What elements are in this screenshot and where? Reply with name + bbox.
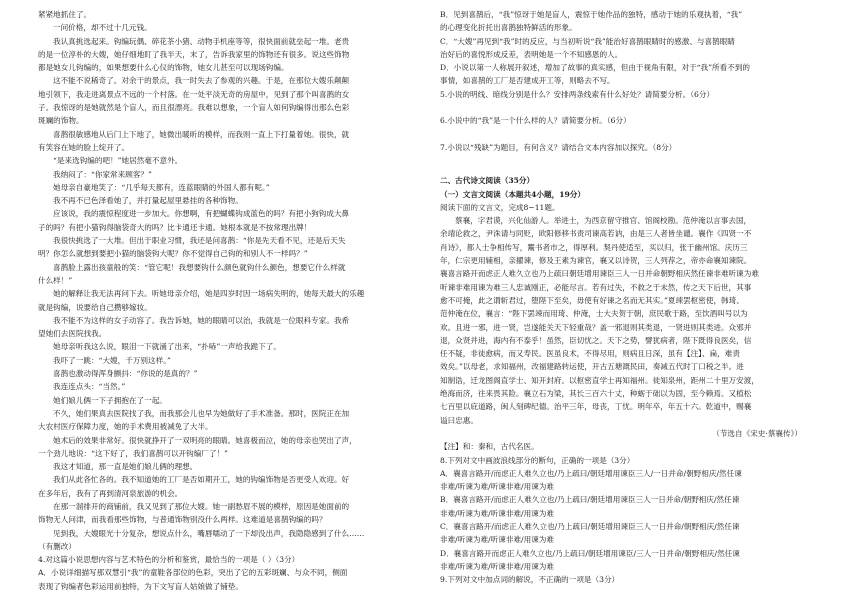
text-line: 在多年后，我有了再到清河泉旅游的机会。 [38,488,183,498]
text-line: 阅读下面的文言文，完成8~11题。 [440,202,560,212]
text-line: 我这才知道，那一直是她们娘儿俩的理想。 [53,462,198,472]
text-line: 非难/听谏为难/听谏非难/用谏为难 [440,482,554,492]
text-line: 什么样！” [38,275,73,285]
text-line: B．襄喜言路开/而虑正人难久立也/乃上疏曰/朝廷增用谏臣三人一日并命/朝野相庆/然任谏 [440,495,740,505]
source-citation: （节选自《宋史·蔡襄传》） [712,428,802,438]
text-line: 地引领下，我走进离景点不远的一个村落。在一处平淡无奇的房屋中，见到了那个叫喜鹊的女 [38,89,350,99]
text-line: 都是她女儿钩编的，如果想要什么心仪的饰物，她女儿甚至可以现场钩编。 [38,63,289,73]
text-line: 见到我，大嫂眼光十分复杂，想说点什么，嘴唇嚅动了一下却没出声，我隐隐感到了什么…… [53,528,365,538]
text-line: 表现了钩编者色彩运用前独特，为下文写盲人姑娘做了铺垫。 [38,581,244,591]
text-line: 饰物无人问津，而我看那些饰物，与普通饰物别没什么两样。这难道是喜鹊钩编的吗？ [38,515,327,525]
text-line: 非难/听谏为难/听谏非难/用谏为难 [440,535,554,545]
text-line: 子的吗？有把小猫钩得脑袋奇大的吗？比卡通还卡通。她根本就是不按常理出牌！ [38,222,312,232]
text-line: 的是一位淳朴的大嫂，她仔细地盯了我半天，末了，告诉我家里的饰物还有很多。说这些饰物 [38,49,350,59]
text-line: 5.小说的明线、暗线分别是什么？安排两条线索有什么好处？请简要分析。（6分） [440,89,715,99]
text-line: 事情，如喜鹊的工厂是否建成开工等，则略去不写。 [440,76,615,86]
text-line: 她母亲自豪地笑了：“几乎每天都有，连蓝眼睛的外国人都有呢。” [53,182,270,192]
text-line: 喜鹊也激动得浑身颤抖：“你说的是真的？” [53,369,198,379]
text-line: 就是钩编，说要给自己攒够嫁妆。 [38,302,152,312]
text-line: 喜鹊脸上露出孩童般的笑：“管它呢！我想要钩什么颜色就钩什么颜色，想要它什么样就 [53,262,346,272]
text-line: 子。我惊讶的是她就然是个盲人，而且很漂亮。我难以想象，一个盲人如何钩编得出那么色彩 [38,103,350,113]
text-line: 8.下列对文中画波浪线部分的断句，正确的一项是（3分） [440,455,635,465]
text-line: 应该说，我的震惊程度进一步加大。你想啊，有把蝴蝶钩成蓝色的吗？有把小狗钩成大鼻 [53,209,350,219]
text-line: 她的解释让我无法再问下去。听她母亲介绍，她是四岁时因一场病失明的，她每天最大的乐趣 [53,289,365,299]
text-line: 的心理变化折托出喜鹊独特鲜活的形象。 [440,23,577,33]
text-line: 6.小说中的“我”是一个什么样的人？请简要分析。（6分） [440,116,631,126]
text-line: 喜鹊很敏感地从后门上下地了，她微出暖昕的模样，而我则一直上下打量着她。很快，就 [53,129,350,139]
text-line: 欢。且进一邪，进一贤，岂遂能关天下轻重哉？盖一邪退则其类退，一贤进则其类进。众邪并 [440,322,752,332]
text-line: C．“大嫂”再见到“我”时的反应，与当初听说“我”能治好喜鹊眼睛时的感激、与喜鹊眼睛 [440,36,735,46]
text-line: 肖诗》，都人士争相传写，鬻书者市之，得厚利。契丹使适至，买以归，张于幽州馆。庆历三 [440,242,748,252]
text-line: 我连连点头：“当然。” [53,382,126,392]
answer-space [440,154,832,174]
text-line: 我们从此各忙各的。我不知道她的工厂是否如期开工，她的钩编饰物是否更受人欢迎。好 [53,475,350,485]
answer-space [440,128,832,141]
text-line: 紧紧地抓住了。 [38,10,92,19]
subsection-heading: （一）文言文阅读（本题共4小题，19分） [440,189,585,199]
text-line: C．襄喜言路开/而虑正人难久立也/乃上疏曰/朝廷增用谏臣三人一日并命/朝野相庆/然任谏 [440,521,740,531]
text-line: 有笑容在她的脸上绽开了。 [38,142,130,152]
text-line: D．襄喜言路开而虑正人难久立也/乃上疏曰/朝廷增用谏臣/三人一日并命/朝野相庆/然任谏 [440,548,740,558]
passage-line: 蔡襄，字君谟，兴化仙游人。举进士，为西京留守推官、馆阁校勘。范仲淹以言事去国， [455,216,752,226]
text-line: 我认真挑选起来。钩编玩偶、碎花茶小猪、动物手机座等等，很快面前就垒起一堆。老贵 [53,36,350,46]
right-column [440,8,832,586]
text-line: A．襄喜言路开/而虑正人难久立也/乃上疏曰/朝廷增用谏臣三人/一日并命/朝野相庆/然任谏 [440,468,742,478]
text-line: 七百里以庇道路，闽人刻碑纪德。治平三年，母丧，丁忧。明年卒，年五十六。乾道中，赐襄 [440,402,752,412]
text-line: 【注】和：秦和，古代名医。 [440,442,539,452]
left-column [38,8,418,593]
text-line: 我很快挑选了一大堆。但出于职业习惯，我还是问喜鹊：“你是先天看不见，还是后天失 [53,236,346,246]
text-line: 斑斓的饰物。 [38,116,84,126]
text-line: 9.下列对文中加点词的解说，不正确的一项是（3分） [440,575,620,585]
text-line: “是来选钩编的吧！”她居然毫不意外。 [53,156,183,166]
text-line: 知制诰，迁龙图阁直学士、知开封府。以枢密直学士再知福州。徙知泉州，距州二十里万安渡， [440,375,759,385]
text-line: 退，众贤并进，海内有不泰乎！虽然，臣切忧之。天下之势，譬犹病者，陛下既得良医矣，信 [440,335,752,345]
text-line: 一个劲儿地说：“这下好了，我们喜鹊可以开钩编厂了！” [38,448,229,458]
text-line: 绝海而济，往来畏其险。襄立石为梁，其长三百六十丈，种蛎于础以为固，至今赖焉。又植松 [440,389,752,399]
text-line: 不久，她们果真去医院找了我，而我那会儿也早为她做好了手术准备。那时，医院正在加 [53,408,350,418]
text-line: 4.对这篇小说思想内容与艺术特色的分析和鉴赏，最恰当的一项是（ ）（3分） [38,555,300,565]
text-line: 她母亲听我这么说，眼泪一下就涌了出来，“扑哧”一声给我跪下了。 [53,342,281,352]
text-line: 谥曰忠惠。 [440,415,478,425]
text-line: 襄喜言路开而虑正人难久立也乃上疏曰朝廷增用谏臣三人一日并命朝野相庆然任谏非难听谏为难 [440,269,759,279]
answer-space [440,101,832,114]
text-line: D．小说以第一人称展开叙述，增加了故事的真实感，但由于视角有限，对于“我”所看不到的 [440,63,751,73]
text-line: 大农村医疗保障力度，她的手术费用被减免了大半。 [38,422,213,432]
text-line: 她们娘儿俩一下子拥抱在了一起。 [53,395,167,405]
text-line: 明？你怎么就想到要把小猫的脑袋钩大呢？你不觉得自己钩的和别人不一样吗？” [38,249,308,259]
text-line: 我不能不为这样的女子动容了。我告诉她，她的眼睛可以治，我就是一位眼科专家。我希 [53,315,350,325]
text-line: 愈不可掩，此之谓斩君过，堕陛下至矣，毋使有好谏之名而无其实。”夏竦罢枢密使，韩琦、 [440,295,744,305]
text-line: 7.小说以“残缺”为题目，有何含义？请结合文本内容加以探究。（8分） [440,142,677,152]
text-line: B．见到喜鹊后，“我”惊讶于她是盲人，震惊于她作品的独特，感动于她的乐观执着，“我” [440,10,743,19]
text-line: 治好后的喜悦形成反差，表明她是一个不知感恩的人。 [440,49,623,59]
text-line: 一问价格，却不过十几元钱。 [53,23,152,33]
text-line: 在那一溜排开的商铺前，我又见到了那位大嫂。她一副愁眉不展的模样，原因是她面前的 [53,501,350,511]
section-heading: 二、古代诗文阅读（35分） [440,176,535,186]
text-line: 余靖论救之，尹洙请与同贬，欧阳修移书责司谏高若讷，由是三人者皆坐谴。襄作《四贤一不 [440,229,752,239]
text-line: 年，仁宗更用辅相，亲擢谏，修及王素为谏官，襄又以诗贺，三人列荐之，帝亦命襄知谏院。 [440,256,752,266]
text-line: 这不能不说稀奇了。对余干的景点，我一时失去了参观的兴趣。于是，在那位大嫂乐颠颠 [53,76,350,86]
text-line: A．小说详细描写那双慧引“我”的童鞋各部位的色彩，突出了它的五彩斑斓、与众不同，侧面 [38,568,348,578]
text-line: 非难/听谏为难/听谏非难/用谏为难 [440,508,554,518]
text-line: 听谏非难用谏为难三人忠诚刚正，必能尽言。若有过失，不救之于未然，传之天下后世，其事 [440,282,752,292]
text-line: 非难/听谏为难/听谏非难/用谏为难 [440,561,554,571]
text-line: （有删改） [38,541,76,551]
text-line: 我吓了一跳：“大嫂，千万别这样。” [53,355,171,365]
text-line: 我不再不已色泽看她了，并打量起屋里悬挂的各种饰物。 [53,196,243,206]
text-line: 我纳闷了：“你家常来顾客？” [53,169,152,179]
text-line: 任不疑，非徒愈病，而又寿民。医虽良术，不得尽用，则病且日深，虽有【注】、扁，难责 [440,349,740,359]
text-line: 效矣。”以母老，求知福州，改福建路转运使，开古五塘溉民田，奏减五代时丁口税之半。进 [440,362,744,372]
text-line: 她术后的效果非常好。很快就挣开了一双明亮的眼睛。她喜极而泣，她的母亲也哭出了声， [53,435,357,445]
text-line: 范仲淹在位，襄言：“陛下罢竦而用琦、仲淹，士大夫贺于朝，庶民歌于路，至饮酒叫号以为 [440,309,748,319]
text-line: 望她们去医院找我。 [38,329,107,339]
